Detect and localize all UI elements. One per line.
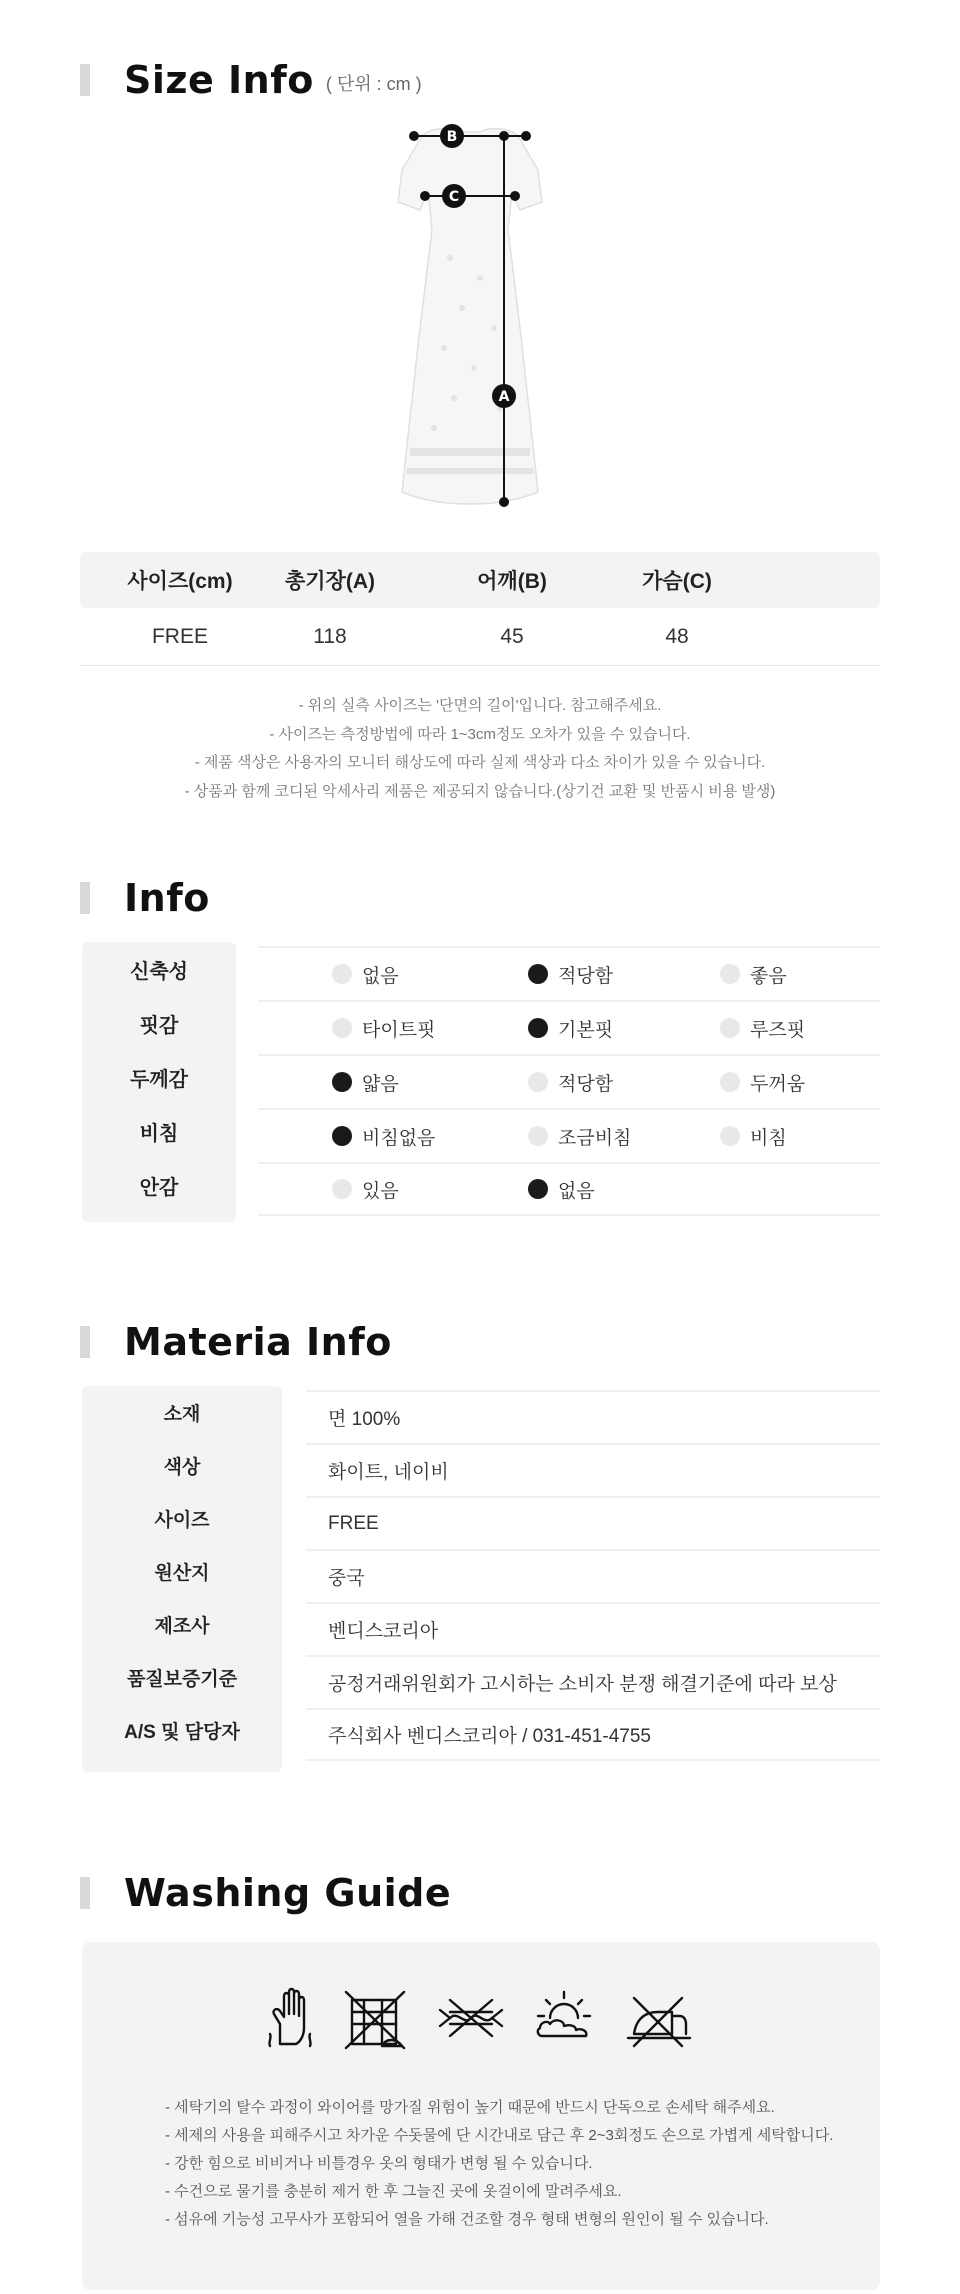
info-option	[720, 1056, 805, 1108]
info-row-stretch	[258, 946, 880, 1000]
info-title: Info	[124, 876, 210, 920]
materia-label-color: 색상	[163, 1457, 201, 1478]
radio-dot-icon	[720, 1018, 740, 1038]
info-label-thickness: 두께감	[130, 1068, 188, 1091]
size-value-size: FREE	[151, 624, 208, 648]
info-option-label: 좋음	[750, 965, 787, 987]
size-header-shoulder: 어깨(B)	[477, 570, 547, 593]
size-table-header	[80, 552, 880, 608]
materia-label-column	[82, 1386, 282, 1772]
marker-b-label: B	[446, 129, 458, 145]
washing-note: - 수건으로 물기를 충분히 제거 한 후 그늘진 곳에 옷걸이에 말려주세요.	[165, 2183, 622, 2200]
section-marker	[80, 1877, 90, 1909]
materia-value-warranty: 공정거래위원회가 고시하는 소비자 분쟁 해결기준에 따라 보상	[306, 1655, 880, 1708]
size-note: - 사이즈는 측정방법에 따라 1~3cm정도 오차가 있을 수 있습니다.	[269, 725, 691, 743]
marker-b	[440, 124, 464, 148]
info-option	[332, 1002, 435, 1054]
radio-dot-icon	[528, 1126, 548, 1146]
materia-title: Materia Info	[124, 1320, 392, 1364]
section-marker	[80, 1326, 90, 1358]
info-option-label: 없음	[362, 965, 399, 987]
size-value-chest: 48	[665, 624, 689, 648]
materia-value-color: 화이트, 네이비	[306, 1443, 880, 1496]
washing-note: - 강한 힘으로 비비거나 비틀경우 옷의 형태가 변형 될 수 있습니다.	[165, 2155, 593, 2172]
info-option-label: 조금비침	[558, 1127, 632, 1149]
marker-c-label: C	[448, 189, 460, 205]
info-label-column	[82, 942, 236, 1222]
size-header-size: 사이즈(cm)	[127, 570, 233, 593]
size-value-shoulder: 45	[500, 624, 524, 648]
radio-dot-icon	[528, 1072, 548, 1092]
size-note: - 제품 색상은 사용자의 모니터 해상도에 따라 실제 색상과 다소 차이가 있을 수 있습니다.	[194, 754, 766, 771]
info-option	[528, 1056, 613, 1108]
marker-a	[492, 384, 516, 408]
washing-note: - 세탁기의 탈수 과정이 와이어를 망가질 위험이 높기 때문에 반드시 단독으로 손세탁 해주세요.	[165, 2099, 775, 2116]
materia-value-material: 면 100%	[306, 1390, 880, 1443]
shade-dry-icon	[530, 1984, 600, 2054]
washing-note: - 섬유에 기능성 고무사가 포함되어 열을 가해 건조할 경우 형태 변형의 원인이 될 수 있습니다.	[165, 2211, 769, 2228]
radio-dot-filled-icon	[528, 964, 548, 984]
info-option	[720, 948, 787, 1000]
materia-label-warranty: 품질보증기준	[126, 1669, 238, 1690]
section-marker	[80, 882, 90, 914]
washing-title: Washing Guide	[124, 1871, 452, 1915]
materia-value-origin: 중국	[306, 1549, 880, 1602]
size-header-chest: 가슴(C)	[642, 570, 712, 593]
info-option	[528, 1110, 631, 1162]
radio-dot-icon	[332, 964, 352, 984]
materia-label-material: 소재	[163, 1404, 201, 1425]
info-option	[332, 948, 399, 1000]
hand-wash-icon	[258, 1984, 328, 2054]
materia-label-manufacturer: 제조사	[154, 1616, 210, 1637]
materia-label-size: 사이즈	[154, 1510, 210, 1531]
info-option-label: 없음	[558, 1180, 595, 1202]
no-iron-icon	[624, 1984, 694, 2054]
materia-label-as: A/S 및 담당자	[124, 1722, 240, 1743]
radio-dot-icon	[720, 964, 740, 984]
info-row-lining	[258, 1162, 880, 1216]
info-row-sheer	[258, 1108, 880, 1162]
materia-header	[80, 1320, 392, 1364]
radio-dot-icon	[332, 1018, 352, 1038]
no-wring-icon	[436, 1984, 506, 2054]
info-option-selected	[528, 1002, 613, 1054]
washing-notes	[165, 2094, 865, 2234]
dress-measurement-figure	[370, 118, 570, 518]
info-option-label: 있음	[362, 1180, 399, 1202]
info-option-selected	[332, 1056, 399, 1108]
info-label-sheer: 비침	[139, 1122, 179, 1145]
no-bleach-icon	[342, 1984, 412, 2054]
info-option-label: 타이트핏	[362, 1019, 436, 1041]
radio-dot-icon	[332, 1179, 352, 1199]
info-row-fit	[258, 1000, 880, 1054]
info-option-selected	[332, 1110, 435, 1162]
radio-dot-filled-icon	[332, 1072, 352, 1092]
section-marker	[80, 64, 90, 96]
info-option-label: 비침없음	[362, 1127, 436, 1149]
radio-dot-filled-icon	[528, 1018, 548, 1038]
info-option-label: 루즈핏	[750, 1019, 806, 1041]
size-value-length: 118	[313, 624, 347, 648]
info-row-thickness	[258, 1054, 880, 1108]
size-table-row	[80, 608, 880, 666]
washing-header	[80, 1871, 452, 1915]
marker-a-label: A	[498, 389, 510, 405]
radio-dot-filled-icon	[528, 1179, 548, 1199]
materia-label-origin: 원산지	[154, 1563, 210, 1584]
info-header	[80, 876, 210, 920]
info-label-stretch: 신축성	[130, 960, 188, 983]
materia-value-size: FREE	[306, 1496, 880, 1549]
info-option-label: 얇음	[362, 1073, 399, 1095]
info-option-label: 기본핏	[558, 1019, 614, 1041]
size-header-length: 총기장(A)	[284, 570, 375, 593]
marker-c	[442, 184, 466, 208]
washing-note: - 세제의 사용을 피해주시고 차가운 수돗물에 단 시간내로 담근 후 2~3회정도 손으로 가볍게 세탁합니다.	[165, 2127, 834, 2144]
size-note: - 상품과 함께 코디된 악세사리 제품은 제공되지 않습니다.(상기건 교환 및 반품시 비용 발생)	[184, 782, 776, 800]
radio-dot-icon	[720, 1072, 740, 1092]
info-option-selected	[528, 948, 613, 1000]
size-info-title: Size Info	[124, 58, 314, 102]
info-option-label: 적당함	[558, 965, 614, 987]
info-label-fit: 핏감	[139, 1014, 179, 1037]
size-unit-label: ( 단위 : cm )	[325, 74, 422, 94]
info-option-label: 두꺼움	[750, 1073, 806, 1095]
info-option	[332, 1164, 399, 1214]
info-option	[720, 1002, 805, 1054]
size-note: - 위의 실측 사이즈는 '단면의 길이'입니다. 참고해주세요.	[298, 697, 662, 714]
info-option-label: 비침	[750, 1127, 787, 1149]
info-option	[720, 1110, 787, 1162]
size-info-header	[80, 58, 422, 102]
info-option-label: 적당함	[558, 1073, 614, 1095]
radio-dot-filled-icon	[332, 1126, 352, 1146]
info-option-selected	[528, 1164, 595, 1214]
info-label-lining: 안감	[139, 1176, 179, 1199]
size-notes	[80, 692, 880, 806]
materia-value-as: 주식회사 벤디스코리아 / 031-451-4755	[306, 1708, 880, 1761]
dress-silhouette	[398, 129, 542, 504]
materia-value-manufacturer: 벤디스코리아	[306, 1602, 880, 1655]
radio-dot-icon	[720, 1126, 740, 1146]
